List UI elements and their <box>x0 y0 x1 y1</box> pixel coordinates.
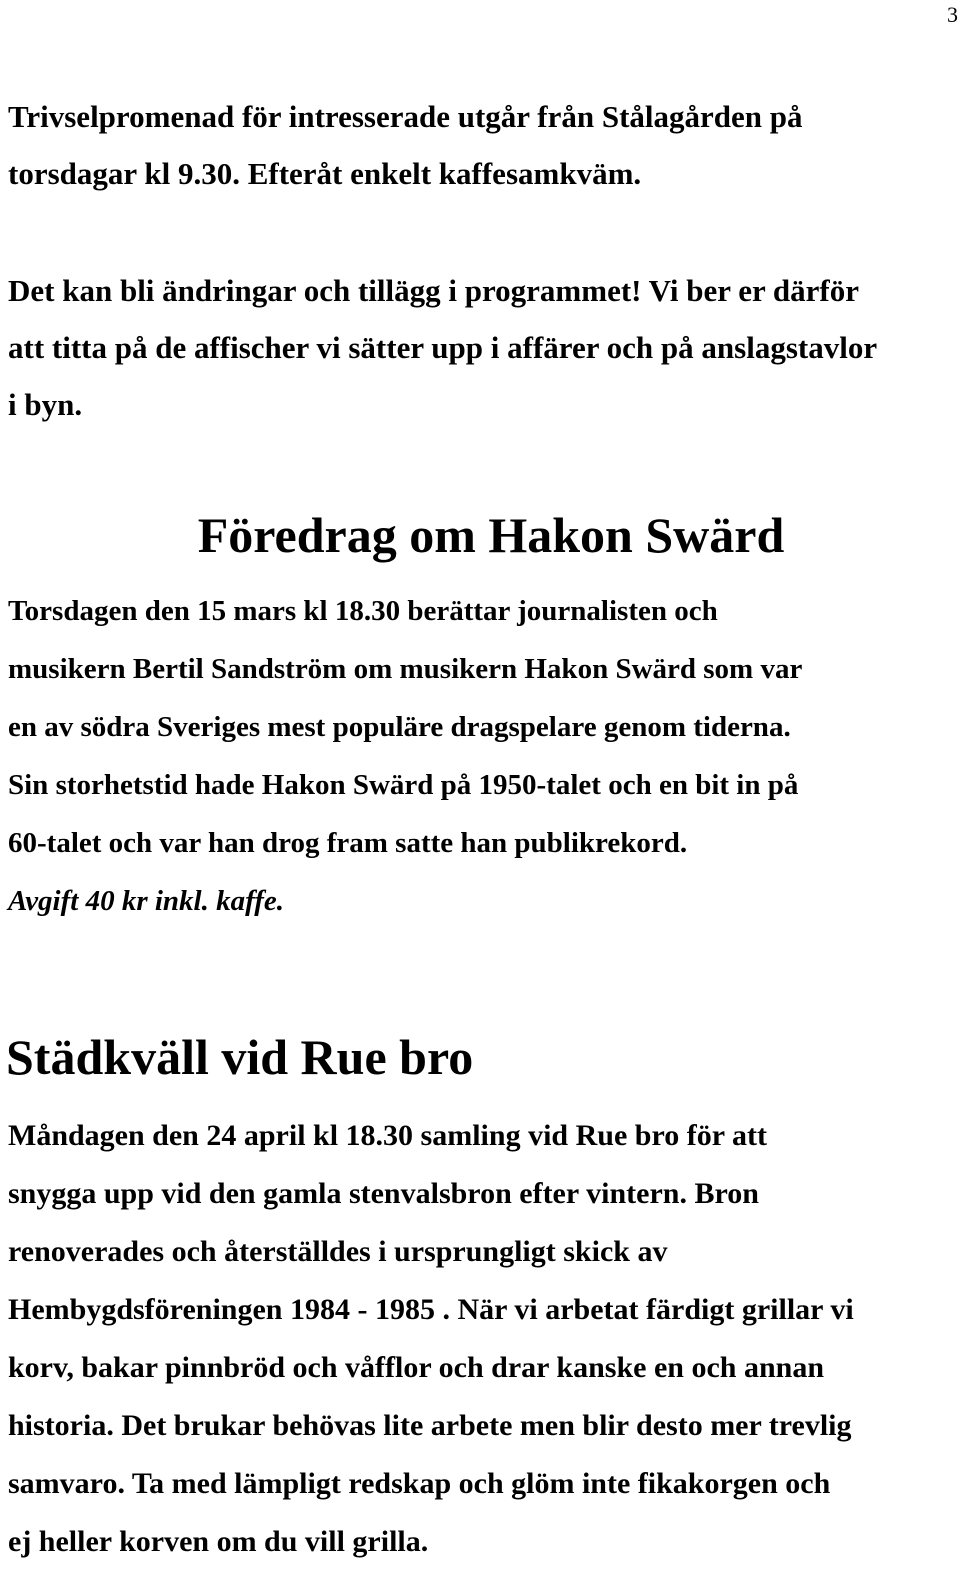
lecture-line: en av södra Sveriges mest populäre dragspelare genom tiderna. <box>8 711 791 743</box>
cleanup-line: snygga upp vid den gamla stenvalsbron efter vintern. Bron <box>8 1177 759 1210</box>
page-number: 3 <box>947 2 958 27</box>
intro-paragraph <box>8 88 958 202</box>
cleanup-line: korv, bakar pinnbröd och våfflor och drar kanske en och annan <box>8 1351 825 1384</box>
lecture-paragraph <box>8 582 958 930</box>
lecture-line: musikern Bertil Sandström om musikern Hakon Swärd som var <box>8 653 803 685</box>
lecture-line: 60-talet och var han drog fram satte han publikrekord. <box>8 827 688 859</box>
lecture-line: Sin storhetstid hade Hakon Swärd på 1950-talet och en bit in på <box>8 769 799 801</box>
notice-line: i byn. <box>8 387 83 422</box>
notice-paragraph <box>8 262 958 433</box>
cleanup-line: renoverades och återställdes i ursprungligt skick av <box>8 1235 668 1268</box>
cleanup-line: ej heller korven om du vill grilla. <box>8 1525 429 1558</box>
cleanup-line: samvaro. Ta med lämpligt redskap och glöm inte fikakorgen och <box>8 1467 831 1500</box>
intro-line: torsdagar kl 9.30. Efteråt enkelt kaffesamkväm. <box>8 156 642 191</box>
notice-line: att titta på de affischer vi sätter upp i affärer och på anslagstavlor <box>8 330 878 365</box>
cleanup-line: Måndagen den 24 april kl 18.30 samling vid Rue bro för att <box>8 1119 767 1152</box>
cleanup-line: Hembygdsföreningen 1984 - 1985 . När vi arbetat färdigt grillar vi <box>8 1293 854 1326</box>
intro-line: Trivselpromenad för intresserade utgår från Stålagården på <box>8 99 803 134</box>
cleanup-line: historia. Det brukar behövas lite arbete men blir desto mer trevlig <box>8 1409 852 1442</box>
notice-line: Det kan bli ändringar och tillägg i programmet! Vi ber er därför <box>8 273 860 308</box>
lecture-fee: Avgift 40 kr inkl. kaffe. <box>8 885 285 917</box>
cleanup-heading: Städkväll vid Rue bro <box>6 1029 474 1085</box>
lecture-line: Torsdagen den 15 mars kl 18.30 berättar journalisten och <box>8 595 718 627</box>
cleanup-paragraph <box>8 1107 958 1571</box>
lecture-heading: Föredrag om Hakon Swärd <box>197 507 785 563</box>
